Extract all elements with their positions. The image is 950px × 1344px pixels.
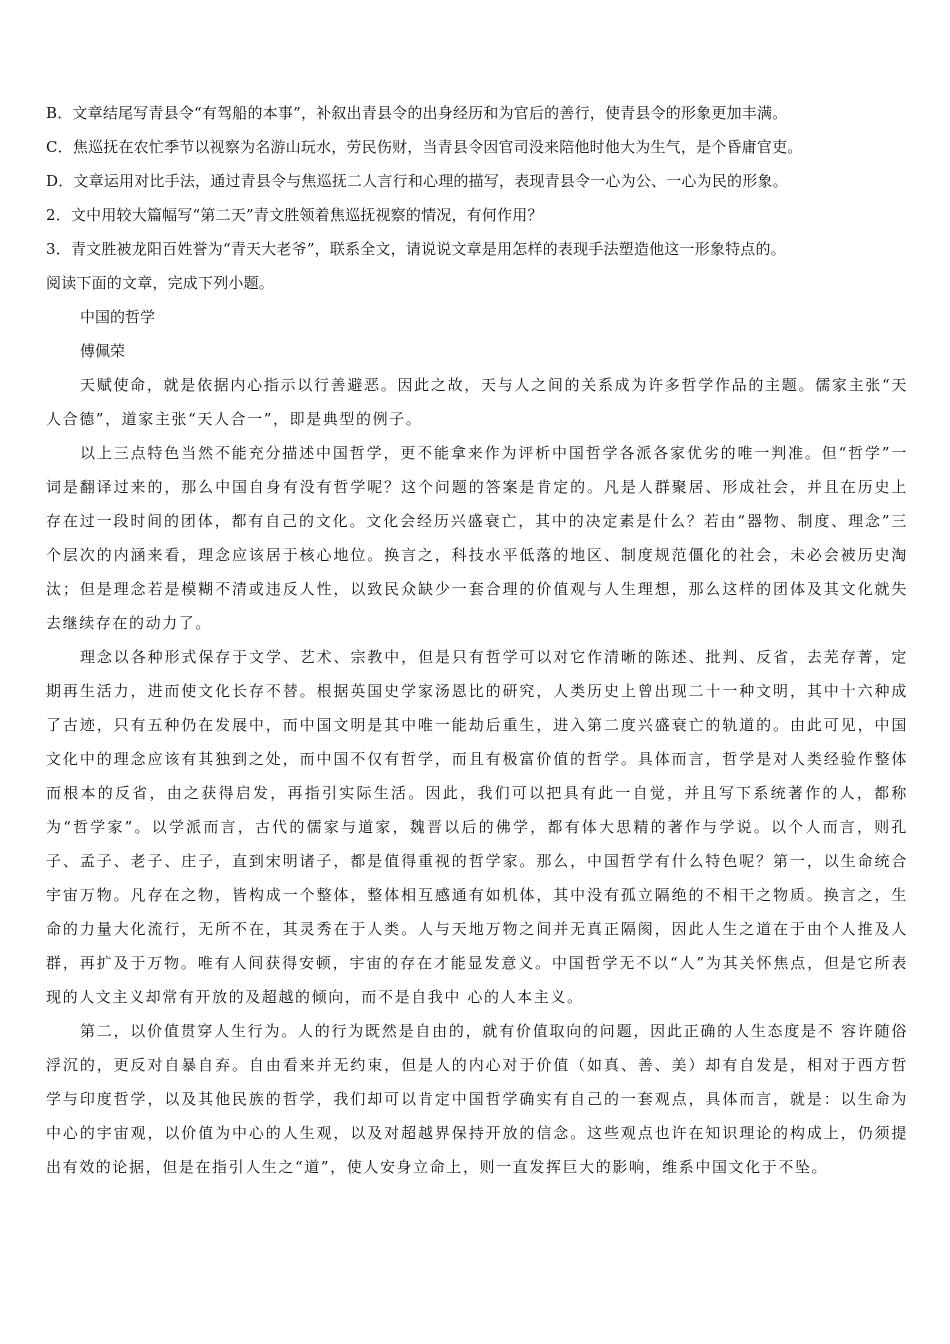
article-paragraph-3: 理念以各种形式保存于文学、艺术、宗教中，但是只有哲学可以对它作清晰的陈述、批判、反省，去芜存菁，定期再生活力，进而使文化长存不替。根据英国史学家汤恩比的研究，人类历史上曾出现二十一种文明，其中十六种成了古迹，只有五种仍在发展中，而中国文明是其中唯一能劫后重生，进入第二度兴盛衰亡的轨道的。由此可见，中国文化中的理念应该有其独到之处，而中国不仅有哲学，而且有极富价值的哲学。具体而言，哲学是对人类经验作整体而根本的反省，由之获得启发，再指引实际生活。因此，我们可以把具有此一自觉，并且写下系统著作的人，都称为“哲学家”。以学派而言，古代的儒家与道家，魏晋以后的佛学，都有体大思精的著作与学说。以个人而言，则孔子、孟子、老子、庄子，直到宋明诸子，都是值得重视的哲学家。那么，中国哲学有什么特色呢？第一，以生命统合宇宙万物。凡存在之物，皆构成一个整体，整体相互感通有如机体，其中没有孤立隔绝的不相干之物质。换言之，生命的力量大化流行，无所不在，其灵秀在于人类。人与天地万物之间并无真正隔阂，因此人生之道在于由个人推及人群，再扩及于万物。唯有人间获得安顿，宇宙的存在才能显发意义。中国哲学无不以“人”为其关怀焦点，但是它所表现的人文主义却常有开放的及超越的倾向，而不是自我中 心的人本主义。 xyxy=(46,648,908,1006)
option-c: C．焦巡抚在农忙季节以视察为名游山玩水，劳民伤财，当青县令因官司没来陪他时他大为生气，是个昏庸官吏。 xyxy=(46,138,803,156)
article-title: 中国的哲学 xyxy=(80,308,156,326)
option-d: D．文章运用对比手法，通过青县令与焦巡抚二人言行和心理的描写，表现青县令一心为公、一心为民的形象。 xyxy=(46,172,788,190)
reading-instruction: 阅读下面的文章，完成下列小题。 xyxy=(46,274,275,292)
article-paragraph-4: 第二，以价值贯穿人生行为。人的行为既然是自由的，就有价值取向的问题，因此正确的人生态度是不 容许随俗浮沉的，更反对自暴自弃。自由看来并无约束，但是人的内心对于价值（如真、善、美）却有自发是，相对于西方哲学与印度哲学，以及其他民族的哲学，我们却可以肯定中国哲学确实有自己的一套观点，具体而言，就是：以生命为中心的宇宙观，以价值为中心的人生观，以及对超越界保持开放的信念。这些观点也许在知识理论的构成上，仍须提出有效的论据，但是在指引人生之“道”，使人安身立命上，则一直发挥巨大的影响，维系中国文化于不坠。 xyxy=(46,1022,908,1176)
article-paragraph-1: 天赋使命，就是依据内心指示以行善避恶。因此之故，天与人之间的关系成为许多哲学作品的主题。儒家主张“天人合德”，道家主张“天人合一”，即是典型的例子。 xyxy=(46,376,908,428)
article-author: 傅佩荣 xyxy=(80,342,126,360)
option-b: B．文章结尾写青县令“有驾船的本事”，补叙出青县令的出身经历和为官后的善行，使青县令的形象更加丰满。 xyxy=(46,104,788,122)
question-3: 3．青文胜被龙阳百姓誉为“青天大老爷”，联系全文，请说说文章是用怎样的表现手法塑造他这一形象特点的。 xyxy=(46,240,786,258)
article-paragraph-2: 以上三点特色当然不能充分描述中国哲学，更不能拿来作为评析中国哲学各派各家优劣的唯一判准。但“哲学”一词是翻译过来的，那么中国自身有没有哲学呢？这个问题的答案是肯定的。凡是人群聚居、形成社会，并且在历史上存在过一段时间的团体，都有自己的文化。文化会经历兴盛衰亡，其中的决定素是什么？若由“器物、制度、理念”三个层次的内涵来看，理念应该居于核心地位。换言之，科技水平低落的地区、制度规范僵化的社会，未必会被历史淘汰；但是理念若是模糊不清或违反人性，以致民众缺少一套合理的价值观与人生理想，那么这样的团体及其文化就失去继续存在的动力了。 xyxy=(46,444,908,632)
question-2: 2．文中用较大篇幅写“第二天”青文胜领着焦巡抚视察的情况，有何作用？ xyxy=(46,206,543,224)
document-content xyxy=(46,96,908,1184)
